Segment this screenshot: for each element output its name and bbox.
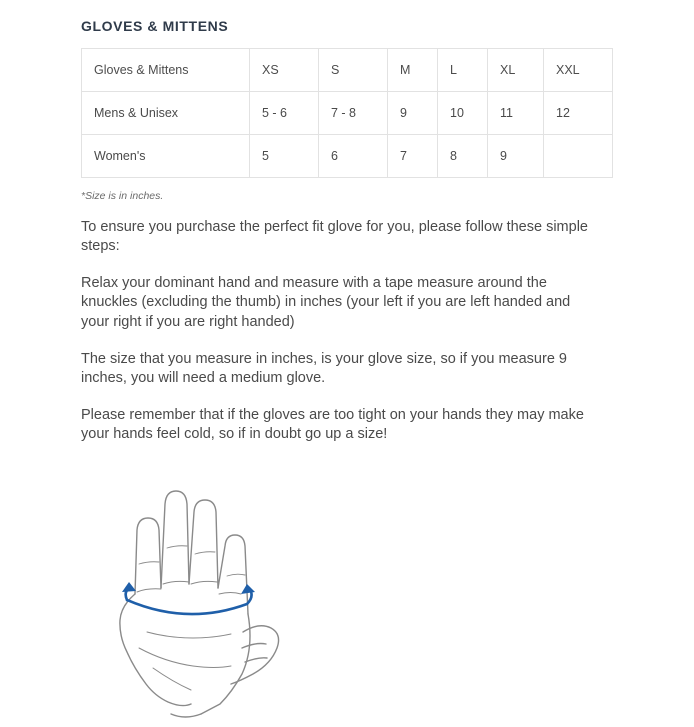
measure-line	[126, 587, 252, 614]
table-header-cell: M	[388, 49, 438, 92]
instructions-paragraph: The size that you measure in inches, is your glove size, so if you measure 9 inches, you will need a medium glove.	[81, 350, 567, 386]
table-cell: 9	[388, 92, 438, 135]
table-cell: 9	[488, 135, 544, 178]
table-cell: 5	[250, 135, 319, 178]
table-header-cell: XL	[488, 49, 544, 92]
table-cell: 5 - 6	[250, 92, 319, 135]
table-cell: 10	[438, 92, 488, 135]
page-title: GLOVES & MITTENS	[81, 18, 229, 34]
table-row	[82, 92, 613, 135]
size-guide-page	[0, 18, 694, 696]
size-chart-table	[81, 48, 613, 178]
table-row-label: Mens & Unisex	[82, 92, 250, 135]
hand-illustration-svg	[91, 472, 311, 722]
table-cell: 6	[319, 135, 388, 178]
table-header-cell: S	[319, 49, 388, 92]
table-cell: 8	[438, 135, 488, 178]
table-cell	[544, 135, 613, 178]
hand-measurement-diagram	[91, 472, 654, 727]
table-cell: 7	[388, 135, 438, 178]
table-cell: 7 - 8	[319, 92, 388, 135]
table-header-cell: XXL	[544, 49, 613, 92]
table-header-cell: XS	[250, 49, 319, 92]
instructions-paragraph: Relax your dominant hand and measure with a tape measure around the knuckles (excluding the thumb) in inches (your left if you are left handed and your right if you are right handed)	[81, 275, 571, 330]
table-header-row	[82, 49, 613, 92]
table-header-cell: Gloves & Mittens	[82, 49, 250, 92]
table-row	[82, 135, 613, 178]
table-row-label: Women's	[82, 135, 250, 178]
table-cell: 11	[488, 92, 544, 135]
instructions-paragraph: Please remember that if the gloves are too tight on your hands they may make your hands feel cold, so if in doubt go up a size!	[81, 406, 584, 442]
table-cell: 12	[544, 92, 613, 135]
table-header-cell: L	[438, 49, 488, 92]
instructions-paragraph: To ensure you purchase the perfect fit glove for you, please follow these simple steps:	[81, 219, 588, 255]
size-units-note: *Size is in inches.	[81, 190, 164, 202]
